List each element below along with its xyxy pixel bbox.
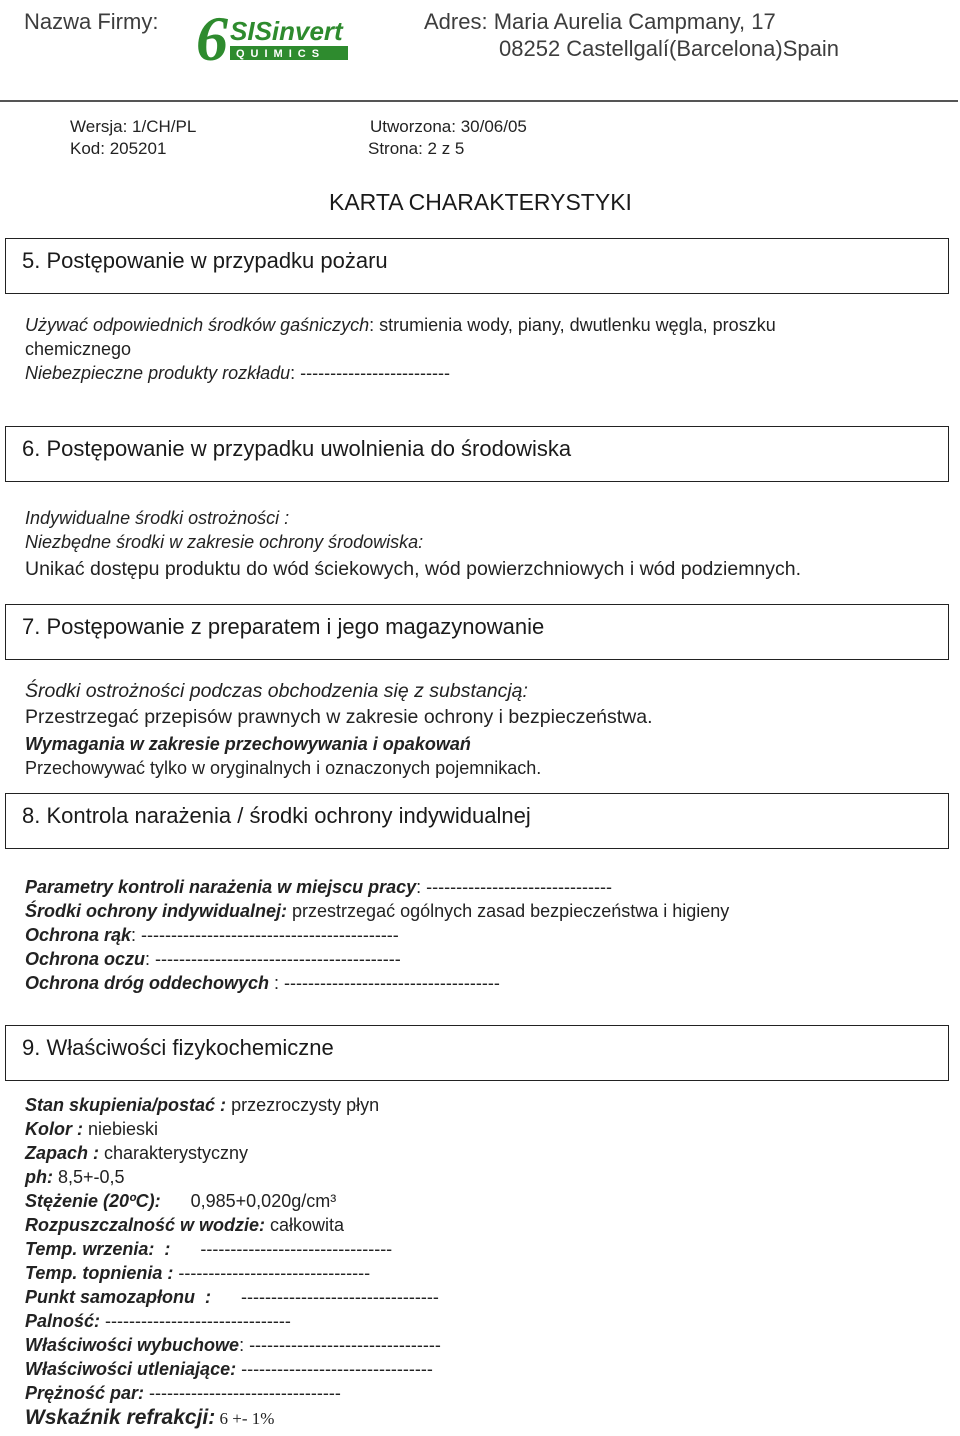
s5-extinguishing-cont: chemicznego	[25, 339, 132, 359]
s6-personal-precautions: Indywidualne środki ostrożności :	[25, 508, 290, 528]
s9-row: Temp. wrzenia: : --------------------------------	[25, 1239, 393, 1259]
s8-row: Parametry kontroli narażenia w miejscu pracy: -------------------------------	[25, 877, 612, 897]
section-9-title: 9. Właściwości fizykochemiczne	[22, 1035, 334, 1060]
logo-digit: 6	[196, 4, 228, 66]
version: Wersja: 1/CH/PL	[70, 117, 197, 136]
s6-environment-precautions: Niezbędne środki w zakresie ochrony środowiska:	[25, 532, 424, 552]
s8-row: Ochrona oczu: -----------------------------------------	[25, 949, 401, 969]
section-6-title: 6. Postępowanie w przypadku uwolnienia do środowiska	[22, 436, 572, 461]
s9-row: Stężenie (20ºC): 0,985+0,020g/cm³	[25, 1191, 337, 1211]
s5-decomposition: Niebezpieczne produkty rozkładu: -------------------------	[25, 363, 451, 383]
page-number: Strona: 2 z 5	[368, 139, 465, 158]
s9-row: Kolor : niebieski	[25, 1119, 159, 1139]
s9-row: Właściwości utleniające: --------------------------------	[25, 1359, 433, 1379]
header-rule	[0, 100, 958, 102]
s7-storage-text: Przechowywać tylko w oryginalnych i oznaczonych pojemnikach.	[25, 758, 542, 778]
company-logo	[196, 4, 356, 66]
s9-row: Temp. topnienia : --------------------------------	[25, 1263, 371, 1283]
s9-refraction: Wskaźnik refrakcji: 6 +- 1%	[25, 1406, 275, 1429]
section-7-title: 7. Postępowanie z preparatem i jego magazynowanie	[22, 614, 545, 639]
s7-handling-label: Środki ostrożności podczas obchodzenia się z substancją:	[25, 680, 528, 702]
section-8-title: 8. Kontrola narażenia / środki ochrony indywidualnej	[22, 803, 531, 828]
s9-row: Właściwości wybuchowe: --------------------------------	[25, 1335, 441, 1355]
document-title: KARTA CHARAKTERYSTYKI	[329, 189, 632, 215]
s5-extinguishing: Używać odpowiednich środków gaśniczych: strumienia wody, piany, dwutlenku węgla, proszku	[25, 315, 776, 335]
address-line2: 08252 Castellgalí(Barcelona)Spain	[499, 36, 839, 61]
product-code: Kod: 205201	[70, 139, 167, 158]
created-date: Utworzona: 30/06/05	[370, 117, 527, 136]
s7-handling-text: Przestrzegać przepisów prawnych w zakresie ochrony i bezpieczeństwa.	[25, 706, 653, 728]
s9-row: Palność: -------------------------------	[25, 1311, 291, 1331]
s9-row: Punkt samozapłonu : ---------------------------------	[25, 1287, 439, 1307]
s8-row: Środki ochrony indywidualnej: przestrzegać ogólnych zasad bezpieczeństwa i higieny	[25, 901, 730, 921]
logo-sub: QUIMICS	[236, 48, 326, 60]
address-line1: Adres: Maria Aurelia Campmany, 17	[424, 9, 776, 34]
company-label: Nazwa Firmy:	[24, 9, 159, 34]
s8-row: Ochrona dróg oddechowych : ------------------------------------	[25, 973, 500, 993]
s9-row: Stan skupienia/postać : przezroczysty płyn	[25, 1095, 380, 1115]
s9-row: Zapach : charakterystyczny	[25, 1143, 249, 1163]
s8-row: Ochrona rąk: -------------------------------------------	[25, 925, 399, 945]
s9-row: ph: 8,5+-0,5	[25, 1167, 125, 1187]
s6-avoid-text: Unikać dostępu produktu do wód ściekowych, wód powierzchniowych i wód podziemnych.	[25, 558, 802, 580]
s7-storage-label: Wymagania w zakresie przechowywania i opakowań	[25, 734, 471, 754]
logo-text: SISinvert	[230, 16, 343, 46]
section-5-title: 5. Postępowanie w przypadku pożaru	[22, 248, 388, 273]
s9-row: Prężność par: --------------------------------	[25, 1383, 341, 1403]
s9-row: Rozpuszczalność w wodzie: całkowita	[25, 1215, 345, 1235]
